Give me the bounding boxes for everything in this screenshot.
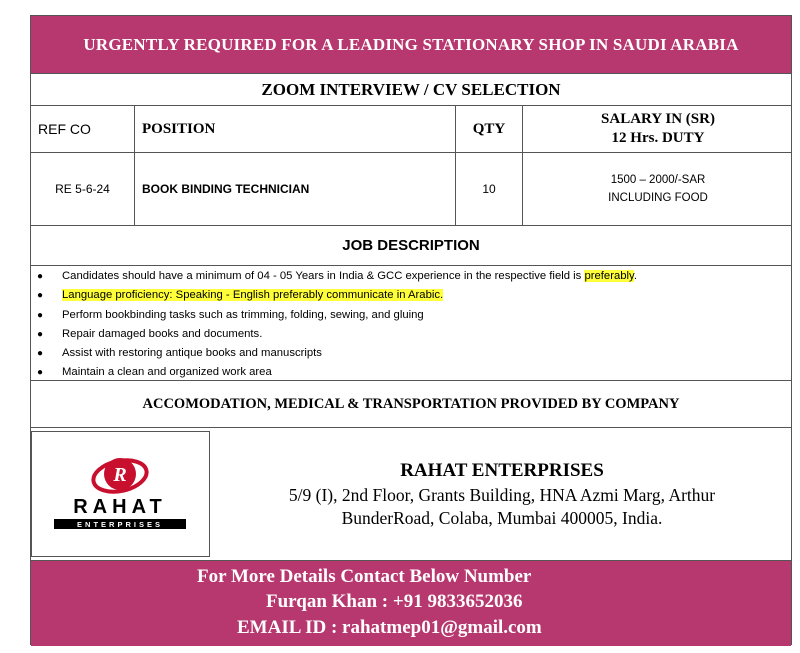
contact-banner — [31, 560, 791, 646]
bullet-icon: ● — [37, 348, 44, 360]
job-posting — [30, 15, 792, 645]
company-section — [31, 428, 791, 560]
column-header-qty — [456, 106, 523, 152]
table-cell-salary — [523, 153, 793, 225]
salary-note: INCLUDING FOOD — [608, 192, 708, 204]
column-header-salary-label: SALARY IN (SR) — [601, 111, 715, 127]
company-logo — [31, 431, 210, 557]
table-cell-position — [135, 153, 456, 225]
benefits-text: ACCOMODATION, MEDICAL & TRANSPORTATION PROVIDED BY COMPANY — [142, 395, 680, 412]
bullet-icon: ● — [37, 328, 44, 340]
list-item-suffix: . — [633, 270, 638, 282]
list-item — [31, 267, 791, 286]
position-name: BOOK BINDING TECHNICIAN — [142, 182, 310, 196]
column-header-duty-label: 12 Hrs. DUTY — [611, 130, 705, 146]
list-item — [31, 286, 791, 305]
bullet-icon: ● — [37, 271, 44, 282]
list-item — [31, 325, 791, 344]
column-header-ref — [31, 106, 135, 152]
salary-range: 1500 – 2000/-SAR — [610, 174, 706, 186]
contact-phone: Furqan Khan : +91 9833652036 — [266, 591, 523, 612]
list-item — [31, 344, 791, 363]
job-description-title: JOB DESCRIPTION — [342, 237, 480, 254]
bullet-icon: ● — [37, 309, 44, 321]
table-header-row — [31, 106, 791, 153]
header-banner — [31, 16, 791, 74]
column-header-qty-label: QTY — [472, 120, 506, 137]
job-description-list — [31, 266, 791, 381]
job-description-header — [31, 226, 791, 266]
list-item-text: Candidates should have a minimum of 04 - 05 Years in India & GCC experience in the respective field is — [62, 270, 585, 282]
quantity-value: 10 — [482, 182, 496, 196]
list-item-text: Maintain a clean and organized work area — [62, 366, 272, 379]
company-address-line2: BunderRoad, Colaba, Mumbai 400005, India. — [341, 507, 663, 528]
list-item — [31, 363, 791, 382]
highlighted-text: Language proficiency: Speaking - English preferably communicate in Arabic. — [62, 289, 444, 302]
contact-email: EMAIL ID : rahatmep01@gmail.com — [237, 617, 542, 638]
svg-text:R: R — [113, 464, 127, 486]
benefits-row — [31, 381, 791, 428]
company-address-line1: 5/9 (I), 2nd Floor, Grants Building, HNA Azmi Marg, Arthur — [288, 484, 716, 505]
list-item-text: Perform bookbinding tasks such as trimming, folding, sewing, and gluing — [62, 308, 424, 321]
column-header-ref-label: REF CO — [38, 121, 91, 137]
bullet-icon: ● — [37, 290, 44, 302]
list-item — [31, 306, 791, 325]
column-header-position — [135, 106, 456, 152]
list-item-text: Repair damaged books and documents. — [62, 327, 263, 340]
table-row — [31, 153, 791, 226]
svg-text:ENTERPRISES: ENTERPRISES — [77, 520, 163, 529]
highlighted-text: preferably — [584, 270, 634, 282]
column-header-position-label: POSITION — [142, 120, 216, 137]
company-name: RAHAT ENTERPRISES — [400, 459, 604, 481]
bullet-icon: ● — [37, 367, 44, 379]
company-info — [213, 428, 791, 560]
subheader-row — [31, 74, 791, 106]
column-header-salary — [523, 106, 793, 152]
table-cell-qty — [456, 153, 523, 225]
rahat-logo-icon — [32, 432, 209, 556]
subheader-title: ZOOM INTERVIEW / CV SELECTION — [261, 79, 561, 99]
contact-heading: For More Details Contact Below Number — [197, 566, 532, 587]
svg-text:RAHAT: RAHAT — [73, 496, 167, 518]
list-item-text: Assist with restoring antique books and manuscripts — [62, 347, 322, 360]
page-title: URGENTLY REQUIRED FOR A LEADING STATIONARY SHOP IN SAUDI ARABIA — [83, 34, 739, 54]
ref-code: RE 5-6-24 — [55, 182, 110, 196]
table-cell-ref — [31, 153, 135, 225]
